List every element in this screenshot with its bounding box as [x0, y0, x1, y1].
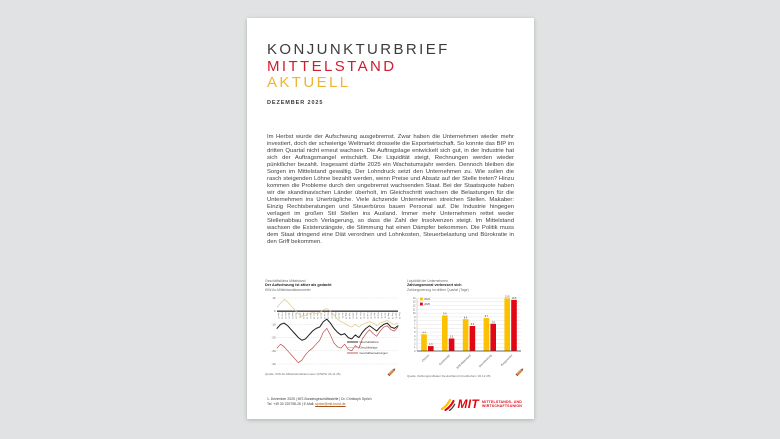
svg-text:Geschäftsklima: Geschäftsklima: [359, 340, 379, 345]
svg-text:13.9: 13.9: [504, 295, 510, 299]
svg-text:Geschäftslage: Geschäftslage: [359, 345, 378, 350]
svg-text:1.3: 1.3: [429, 343, 433, 347]
svg-text:Sep 23: Sep 23: [305, 313, 308, 320]
chart-subtitle: KfW-ifo-Mittelstandsbarometer: [265, 288, 311, 292]
svg-text:Jan 24: Jan 24: [319, 313, 322, 320]
email-link[interactable]: sprich@mit-bund.de: [315, 401, 346, 406]
svg-text:Jan 23: Jan 23: [276, 313, 279, 320]
svg-text:-30: -30: [271, 349, 276, 354]
svg-text:Jun 23: Jun 23: [294, 313, 297, 320]
svg-text:Okt 23: Okt 23: [308, 313, 311, 319]
svg-text:Dez 23: Dez 23: [316, 313, 319, 320]
svg-text:Okt 24: Okt 24: [351, 313, 354, 319]
document-page: [247, 18, 534, 419]
svg-text:Dienstleistung: Dienstleistung: [478, 354, 493, 369]
svg-text:Feb 24: Feb 24: [323, 313, 326, 320]
chart-source: Quelle: KfW-ifo-Mittelstandsbarometer (KfW/ifo 26.11.25): [265, 372, 341, 377]
svg-text:Apr 23: Apr 23: [287, 313, 290, 319]
bar-chart-plot: [407, 294, 529, 374]
svg-text:7.2: 7.2: [491, 321, 495, 325]
pencil-icon: [386, 366, 398, 377]
svg-text:Mai 25: Mai 25: [376, 313, 379, 320]
svg-text:Nov 23: Nov 23: [312, 313, 315, 320]
svg-text:Jan 25: Jan 25: [362, 313, 365, 320]
svg-text:Jul 23: Jul 23: [298, 313, 301, 319]
svg-text:Jul 25: Jul 25: [383, 313, 386, 319]
org-name: [482, 400, 522, 408]
svg-text:-10: -10: [271, 322, 276, 327]
svg-text:Sep 24: Sep 24: [348, 313, 351, 320]
svg-text:Mai 23: Mai 23: [291, 313, 294, 320]
svg-text:Mai 24: Mai 24: [333, 313, 336, 320]
svg-text:Jun 24: Jun 24: [337, 313, 340, 320]
masthead-line3: AKTUELL: [267, 74, 351, 91]
masthead-line2: MITTELSTAND: [267, 57, 397, 75]
pencil-icon: [514, 366, 526, 377]
svg-text:Aug 23: Aug 23: [301, 313, 304, 320]
org-name-line2: WIRTSCHAFTSUNION: [482, 404, 522, 408]
mit-logo: [441, 397, 522, 411]
issue-date: DEZEMBER 2025: [267, 99, 324, 106]
svg-text:Apr 25: Apr 25: [372, 313, 375, 319]
svg-text:Feb 25: Feb 25: [365, 313, 368, 320]
svg-text:8.4: 8.4: [463, 316, 468, 320]
chart-title: Zahlungsmoral verbessert sich: [407, 283, 462, 288]
svg-text:-40: -40: [271, 362, 276, 367]
mit-wordmark: MIT: [457, 397, 480, 411]
svg-text:Okt 25: Okt 25: [394, 313, 397, 319]
svg-text:Aug 25: Aug 25: [387, 313, 390, 320]
svg-text:10: 10: [412, 312, 416, 316]
svg-text:Dez 24: Dez 24: [358, 313, 361, 320]
svg-text:Jul 24: Jul 24: [340, 313, 343, 319]
charts-row: [265, 279, 529, 379]
svg-text:2025: 2025: [424, 303, 430, 307]
svg-text:4: 4: [414, 335, 416, 339]
svg-text:9.4: 9.4: [443, 312, 447, 316]
svg-text:6: 6: [414, 327, 416, 331]
svg-text:Mrz 23: Mrz 23: [284, 313, 287, 320]
svg-text:6.6: 6.6: [470, 323, 475, 327]
svg-text:2: 2: [414, 342, 416, 346]
svg-text:Sep 25: Sep 25: [390, 313, 393, 320]
svg-text:9: 9: [414, 316, 416, 320]
svg-text:-20: -20: [271, 336, 276, 341]
svg-text:4.4: 4.4: [422, 331, 426, 335]
svg-text:12: 12: [412, 304, 416, 308]
svg-text:14: 14: [412, 297, 416, 301]
contact-block: [267, 397, 371, 407]
svg-text:Jun 25: Jun 25: [380, 313, 383, 320]
svg-text:13: 13: [412, 301, 416, 305]
svg-text:Nov 24: Nov 24: [355, 313, 358, 320]
svg-text:10: 10: [272, 296, 276, 301]
swoosh-icon: [441, 398, 456, 411]
svg-text:5: 5: [414, 331, 416, 335]
chart-title: Der Aufschwung ist zäher als gedacht: [265, 283, 332, 288]
svg-text:B2B-Mittelstand: B2B-Mittelstand: [456, 354, 472, 371]
svg-text:2024: 2024: [424, 298, 430, 302]
svg-text:Chemie: Chemie: [421, 354, 431, 364]
svg-text:11: 11: [413, 308, 416, 312]
svg-text:7: 7: [414, 323, 416, 327]
svg-text:Mrz 25: Mrz 25: [369, 313, 372, 320]
payment-delay-chart: [407, 279, 529, 379]
svg-text:Geschäftserwartungen: Geschäftserwartungen: [359, 351, 388, 356]
svg-text:13.5: 13.5: [511, 297, 517, 301]
svg-text:Nov 25: Nov 25: [397, 313, 400, 320]
svg-text:3: 3: [414, 338, 416, 342]
contact-line1: 1. Dezember 2025 | MIT-Bundesgeschäftsstelle | Dr. Christoph Sprich: [267, 397, 372, 401]
svg-text:0: 0: [414, 350, 416, 354]
contact-line2: [267, 402, 371, 407]
svg-text:Baugewerbe: Baugewerbe: [500, 354, 514, 368]
svg-text:Aug 24: Aug 24: [344, 313, 347, 320]
business-climate-chart: [265, 279, 401, 379]
svg-text:Feb 23: Feb 23: [280, 313, 283, 320]
org-name-line1: MITTELSTANDS- UND: [482, 399, 522, 404]
svg-text:8: 8: [414, 320, 416, 324]
svg-text:1: 1: [414, 346, 416, 350]
chart-kicker: Geschäftsklima Mittelstand: [265, 279, 306, 283]
line-chart-plot: [265, 294, 401, 372]
svg-text:Apr 24: Apr 24: [330, 313, 333, 319]
masthead-line1: KONJUNKTURBRIEF: [267, 41, 450, 58]
page-footer: [267, 397, 522, 411]
svg-text:0: 0: [273, 309, 276, 314]
svg-text:Mrz 24: Mrz 24: [326, 313, 329, 320]
contact-line2-prefix: Tel. +49 30 220798-26 | E-Mail:: [267, 401, 316, 406]
svg-text:3.3: 3.3: [449, 336, 454, 340]
chart-kicker: Liquidität der Unternehmen: [407, 279, 448, 283]
svg-text:Großhandel: Großhandel: [438, 354, 451, 367]
body-paragraph: Im Herbst wurde der Aufschwung ausgebremst. Zwar haben die Unternehmen wieder mehr investiert, doch der schwierige Weltmarkt drosselte die Exportwirtschaft. So konnte das BIP im dritten Quartal nicht erneut wachsen. Die Auftragslage entwickelt sich gut, in der Industrie hat sich der Auftragsmangel entschärft. Die Liquidität steigt, Rechnungen werden wieder pünktlicher bezahlt. Insgesamt dürfte 2025 ein Wachstumsjahr werden. Dennoch bleiben die Sorgen im Mittelstand gewaltig. Der Lohndruck setzt den Unternehmen zu. Wie sollen die rasch steigenden Löhne bezahlt werden, wenn Preise und Absatz auf der Stelle treten? Hinzu kommen die Probleme durch den ungebremst wachsenden Staat. Bei der Staatsquote haben wir die skandinavischen Länder überholt, im Gleichschritt wachsen die Belastungen für die Unternehmen ins Unerträgliche. Viele ächzende Unternehmen streichen Stellen. Makaber: Einzig Rechtsberatungen und Steuerbüros bauen Personal auf. Die Industrie hingegen verlagert im großen Stil Stellen ins Ausland. Immer mehr Unternehmen rettet weder Stellenabbau noch Verlagerung, so dass die Zahl der Insolvenzen steigt. Im Mittelstand wachsen die Existenzängste, die Stimmung hat einen Dämpfer bekommen. Die Politik muss dem Staat dringend eine Diät verordnen und Lohnkosten, Steuerbelastung und Bürokratie in den Griff bekommen.: [267, 134, 514, 245]
masthead: [267, 42, 450, 106]
chart-subtitle: Zahlungsverzug im dritten Quartal (Tage): [407, 288, 469, 292]
chart-source: Quelle: Zahlungsindikator Deutschland (Creditreform 02.12.25): [407, 374, 491, 379]
svg-text:8.7: 8.7: [484, 315, 489, 319]
